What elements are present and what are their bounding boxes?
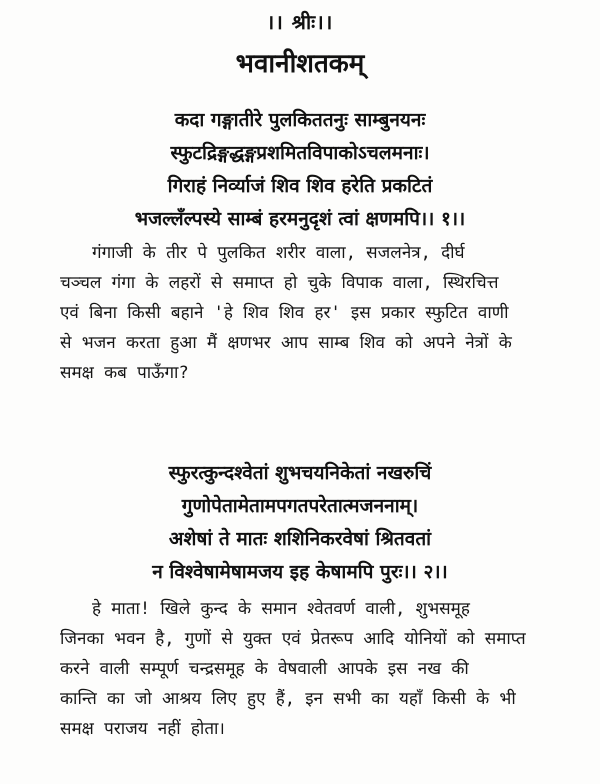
verse-line: गिराहं निर्व्याजं शिव शिव हरेति प्रकटितं bbox=[167, 175, 433, 197]
verse-line: स्फुरत्कुन्दश्वेतां शुभचयनिकेतां नखरुचिं bbox=[168, 462, 432, 484]
commentary-line: से भजन करता हुआ मैं क्षणभर आप साम्ब शिव को अपने नेत्रों के bbox=[60, 333, 512, 353]
commentary-line: समक्ष पराजय नहीं होता। bbox=[60, 719, 225, 739]
verse-1 bbox=[0, 104, 600, 236]
commentary-line: हे माता! खिले कुन्द के समान श्वेतवर्ण वाली, शुभसमूह bbox=[92, 599, 470, 619]
commentary-line: कान्ति का जो आश्रय लिए हुए हैं, इन सभी का यहाँ किसी के भी bbox=[60, 689, 516, 709]
page-title: भवानीशतकम् bbox=[235, 49, 365, 79]
commentary-line: चञ्चल गंगा के लहरों से समाप्त हो चुके विपाक वाला, स्थिरचित्त bbox=[60, 273, 499, 293]
verse-line: भजल्लँल्पस्ये साम्बं हरमनुदृशं त्वां क्षणमपि।। १।। bbox=[134, 208, 466, 230]
verse-line: न विश्वेषामेषामजय इह केषामपि पुरः।। २।। bbox=[152, 561, 448, 583]
verse-line: अशेषां ते मातः शशिनिकरवेषां श्रितवतां bbox=[168, 528, 432, 550]
commentary-2 bbox=[60, 594, 590, 744]
verse-line: स्फुटद्रिङ्गद्धङ्गप्रशमितविपाकोऽचलमनाः। bbox=[170, 142, 430, 164]
commentary-line: करने वाली सम्पूर्ण चन्द्रसमूह के वेषवाली आपके इस नख की bbox=[60, 659, 469, 679]
commentary-line: गंगाजी के तीर पे पुलकित शरीर वाला, सजलनेत्र, दीर्घ bbox=[92, 243, 465, 263]
verse-2 bbox=[0, 457, 600, 589]
verse-line: कदा गङ्गातीरे पुलकिततनुः साम्बुनयनः bbox=[174, 109, 426, 131]
verse-line: गुणोपेतामेतामपगतपरेतात्मजननाम्। bbox=[181, 495, 419, 517]
commentary-line: जिनका भवन है, गुणों से युक्त एवं प्रेतरूप आदि योनियों को समाप्त bbox=[60, 629, 526, 649]
commentary-line: एवं बिना किसी बहाने 'हे शिव शिव हर' इस प्रकार स्फुटित वाणी bbox=[60, 303, 509, 323]
page-invocation: ।। श्रीः।। bbox=[266, 10, 334, 34]
commentary-1 bbox=[60, 238, 590, 388]
commentary-line: समक्ष कब पाऊँगा? bbox=[60, 363, 189, 383]
